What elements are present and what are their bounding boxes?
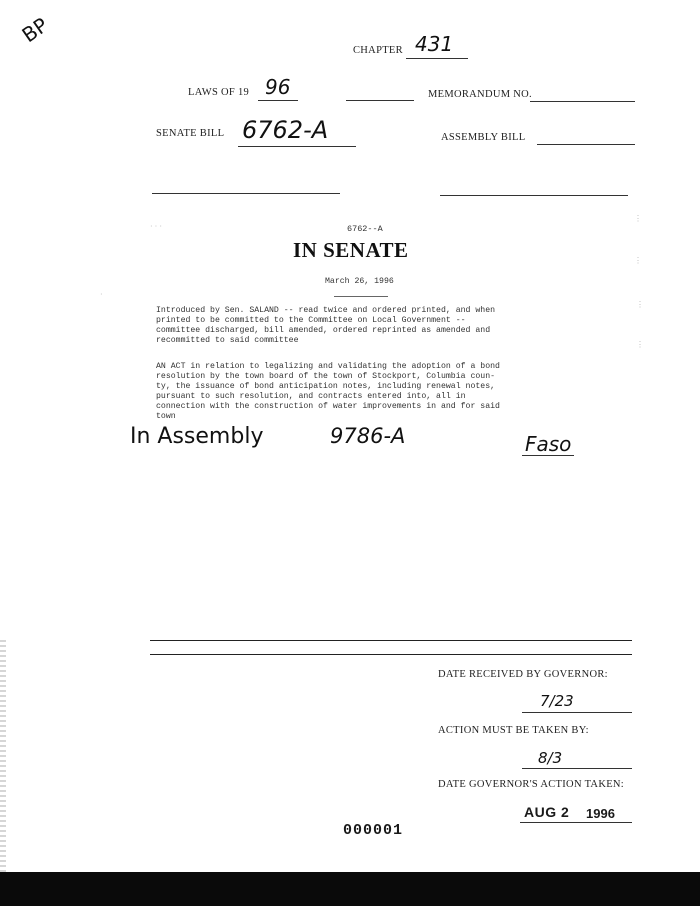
received-line — [522, 712, 632, 713]
senate-bill-label: SENATE BILL — [156, 128, 225, 139]
scan-noise: ⋮ — [636, 340, 644, 349]
chapter-number: 431 — [415, 32, 454, 56]
introduced-line: recommitted to said committee — [156, 336, 299, 345]
blank-line-1 — [346, 100, 414, 101]
scan-noise: · · · — [150, 222, 162, 231]
assembly-bill-label: ASSEMBLY BILL — [441, 132, 526, 143]
page-number: 000001 — [343, 822, 404, 839]
introduced-line: printed to be committed to the Committee on Local Government -- — [156, 316, 466, 325]
senate-bill-line — [238, 146, 356, 147]
scan-bottom-bar — [0, 872, 700, 906]
bill-date: March 26, 1996 — [325, 277, 394, 286]
act-line: town — [156, 412, 176, 421]
laws-line — [258, 100, 298, 101]
act-line: resolution by the town board of the town of Stockport, Columbia coun- — [156, 372, 496, 381]
action-taken-month-day: AUG 2 — [524, 804, 570, 820]
handwritten-sponsor: Faso — [525, 432, 572, 456]
bill-number: 6762--A — [347, 224, 383, 234]
memorandum-label: MEMORANDUM NO. — [428, 89, 532, 100]
action-by-line — [522, 768, 632, 769]
senate-bill-number: 6762-A — [242, 116, 329, 144]
act-line: ty, the issuance of bond anticipation notes, including renewal notes, — [156, 382, 496, 391]
handwritten-assembly-number: 9786-A — [330, 424, 406, 448]
action-by-date: 8/3 — [538, 749, 563, 767]
corner-initials: BP — [17, 12, 53, 48]
introduced-line: Introduced by Sen. SALAND -- read twice and ordered printed, and when — [156, 306, 496, 315]
laws-year: 96 — [265, 75, 291, 99]
action-by-label: ACTION MUST BE TAKEN BY: — [438, 725, 589, 736]
scan-noise: · — [100, 290, 103, 299]
handwritten-in-assembly: In Assembly — [130, 424, 264, 449]
act-line: connection with the construction of water improvements in and for said — [156, 402, 500, 411]
scan-noise: ⋮ — [634, 256, 642, 265]
memorandum-line — [530, 101, 635, 102]
received-label: DATE RECEIVED BY GOVERNOR: — [438, 669, 608, 680]
act-line: AN ACT in relation to legalizing and validating the adoption of a bond — [156, 362, 500, 371]
scan-noise: ⋮ — [636, 300, 644, 309]
action-taken-year: 1996 — [586, 806, 615, 821]
bottom-rule-2 — [150, 654, 632, 655]
received-date: 7/23 — [540, 692, 574, 710]
chapter-label: CHAPTER — [353, 45, 403, 56]
scan-edge — [0, 640, 6, 872]
chapter-line — [406, 58, 468, 59]
bottom-rule-1 — [150, 640, 632, 641]
separator-left — [152, 193, 340, 194]
separator-right — [440, 195, 628, 196]
assembly-bill-line — [537, 144, 635, 145]
act-line: pursuant to such resolution, and contracts entered into, all in — [156, 392, 466, 401]
sponsor-underline — [522, 455, 574, 456]
introduced-line: committee discharged, bill amended, ordered reprinted as amended and — [156, 326, 491, 335]
chamber-title: IN SENATE — [293, 238, 409, 262]
laws-label: LAWS OF 19 — [188, 87, 250, 98]
action-taken-line — [520, 822, 632, 823]
scan-noise: ⋮ — [634, 214, 642, 223]
date-underline — [334, 296, 388, 297]
action-taken-label: DATE GOVERNOR'S ACTION TAKEN: — [438, 779, 625, 790]
